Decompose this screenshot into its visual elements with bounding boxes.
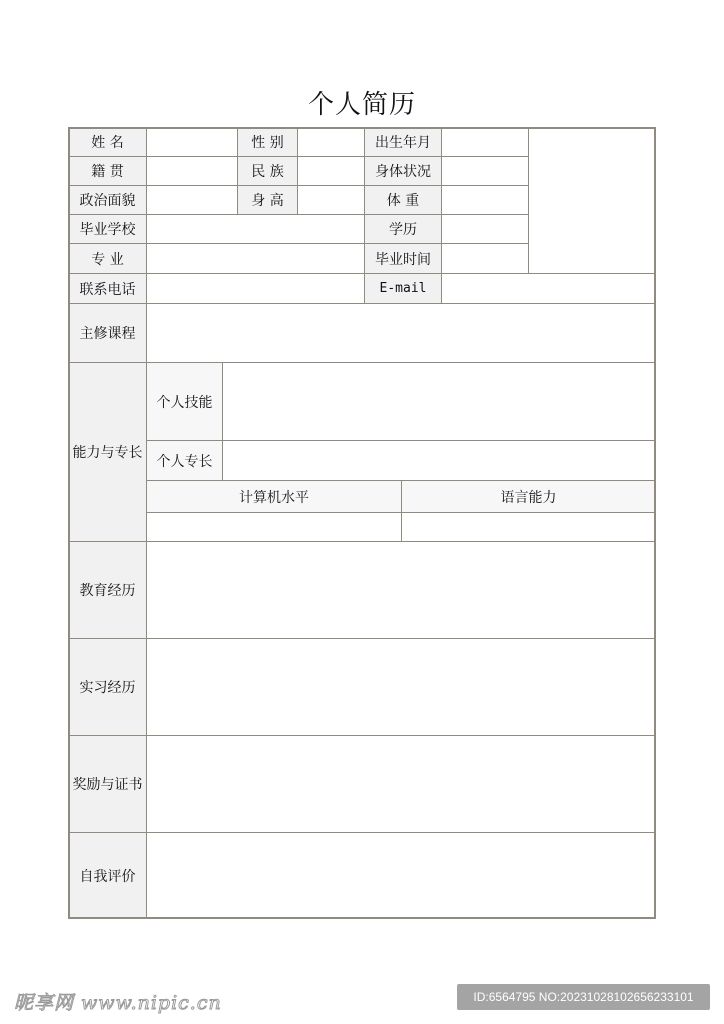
- education-history-field[interactable]: [146, 541, 656, 639]
- internship-history-field[interactable]: [146, 638, 656, 736]
- education-label: 学历: [364, 214, 442, 244]
- self-evaluation-field[interactable]: [146, 832, 656, 919]
- health-field[interactable]: [441, 156, 529, 186]
- self-evaluation-label: 自我评价: [68, 832, 147, 919]
- weight-label: 体 重: [364, 185, 442, 215]
- photo-cell[interactable]: [528, 127, 656, 274]
- phone-field[interactable]: [146, 273, 365, 304]
- ethnicity-field[interactable]: [297, 156, 365, 186]
- awards-certificates-field[interactable]: [146, 735, 656, 833]
- courses-field[interactable]: [146, 303, 656, 363]
- computer-level-label: 计算机水平: [146, 480, 402, 513]
- health-label: 身体状况: [364, 156, 442, 186]
- gender-field[interactable]: [297, 127, 365, 157]
- school-label: 毕业学校: [68, 214, 147, 244]
- abilities-label: 能力与专长: [68, 362, 147, 542]
- education-field[interactable]: [441, 214, 529, 244]
- page-title: 个人简历: [307, 90, 416, 120]
- graduation-time-field[interactable]: [441, 243, 529, 274]
- name-field[interactable]: [146, 127, 238, 157]
- height-field[interactable]: [297, 185, 365, 215]
- birth-field[interactable]: [441, 127, 529, 157]
- name-label: 姓 名: [68, 127, 147, 157]
- major-label: 专 业: [68, 243, 147, 274]
- watermark-site-logo: 昵享网 www.nipic.cn: [14, 992, 222, 1014]
- birth-label: 出生年月: [364, 127, 442, 157]
- awards-certificates-label: 奖励与证书: [68, 735, 147, 833]
- email-label: E-mail: [364, 273, 442, 304]
- graduation-time-label: 毕业时间: [364, 243, 442, 274]
- courses-label: 主修课程: [68, 303, 147, 363]
- watermark-id-badge: ID:6564795 NO:20231028102656233101: [457, 984, 710, 1010]
- skills-label: 个人技能: [146, 362, 223, 441]
- internship-history-label: 实习经历: [68, 638, 147, 736]
- language-ability-label: 语言能力: [401, 480, 656, 513]
- specialty-label: 个人专长: [146, 440, 223, 481]
- ethnicity-label: 民 族: [237, 156, 298, 186]
- email-field[interactable]: [441, 273, 656, 304]
- gender-label: 性 别: [237, 127, 298, 157]
- school-field[interactable]: [146, 214, 365, 244]
- political-status-field[interactable]: [146, 185, 238, 215]
- skills-field[interactable]: [222, 362, 656, 441]
- major-field[interactable]: [146, 243, 365, 274]
- native-place-field[interactable]: [146, 156, 238, 186]
- specialty-field[interactable]: [222, 440, 656, 481]
- language-ability-field[interactable]: [401, 512, 656, 542]
- phone-label: 联系电话: [68, 273, 147, 304]
- political-status-label: 政治面貌: [68, 185, 147, 215]
- native-place-label: 籍 贯: [68, 156, 147, 186]
- education-history-label: 教育经历: [68, 541, 147, 639]
- computer-level-field[interactable]: [146, 512, 402, 542]
- weight-field[interactable]: [441, 185, 529, 215]
- height-label: 身 高: [237, 185, 298, 215]
